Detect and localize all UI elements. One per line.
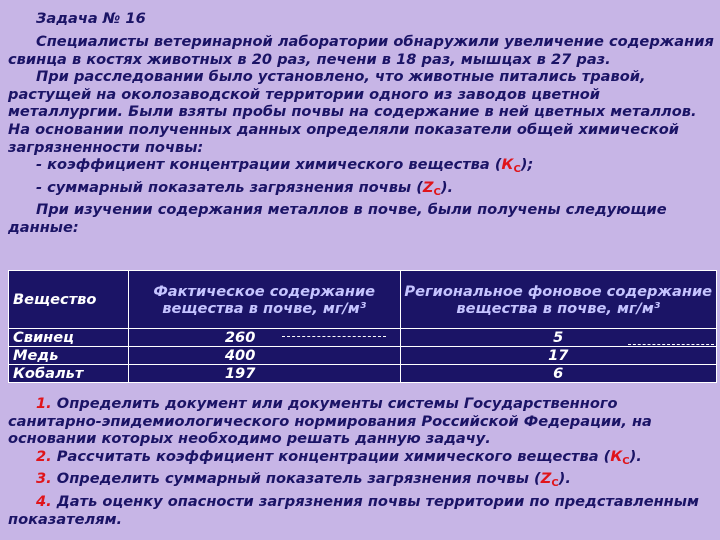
task-text: Определить суммарный показатель загрязнения почвы ( — [51, 470, 541, 488]
dashed-divider — [282, 336, 386, 337]
bullet-total-index — [8, 179, 716, 202]
task-list — [8, 395, 716, 528]
task-text: Дать оценку опасности загрязнения почвы территории по представленным показателям. — [8, 492, 699, 528]
kc-symbol: К — [610, 447, 623, 465]
task-number: 3. — [36, 470, 52, 488]
zc-subscript: С — [551, 478, 559, 490]
intro-paragraph-1: Специалисты ветеринарной лаборатории обнаружили увеличение содержания свинца в костях животных в 20 раз, печени в 18 раз, мышцах в 27 раз. — [8, 33, 714, 68]
task-number: 4. — [36, 492, 52, 510]
cell-actual: 260 — [128, 329, 400, 347]
task-text-end: ). — [629, 447, 642, 465]
dashed-divider — [628, 344, 714, 345]
task-item-1 — [8, 395, 716, 448]
kc-subscript: С — [622, 455, 630, 467]
bullet-2-text: - суммарный показатель загрязнения почвы ( — [36, 178, 423, 196]
task-item-3 — [8, 470, 716, 493]
intro-paragraph-2: При расследовании было установлено, что животные питались травой, растущей на околозаводской территории одного из заводов цветной металлургии. Были взяты пробы почвы на содержание в ней цветных металлов. На основании полученных данных определяли показатели общей химической загрязненности почвы: — [8, 68, 697, 156]
bullet-1-text: - коэффициент концентрации химического вещества ( — [36, 156, 502, 174]
cell-background: 6 — [400, 365, 716, 383]
table-header-row — [9, 271, 717, 329]
cell-substance: Медь — [9, 347, 129, 365]
bullet-1-end: ); — [520, 156, 534, 174]
zc-symbol: Z — [540, 470, 552, 488]
header-actual-content: Фактическое содержание вещества в почве, мг/м³ — [128, 271, 400, 329]
table-row — [9, 347, 717, 365]
cell-actual: 197 — [128, 365, 400, 383]
bullet-concentration-coefficient — [8, 156, 716, 179]
cell-background: 5 — [400, 329, 716, 347]
task-text: Определить документ или документы системы Государственного санитарно-эпидемиологического нормирования Российской Федерации, на основании которых необходимо решать данную задачу. — [8, 395, 652, 448]
cell-substance: Свинец — [9, 329, 129, 347]
task-item-4 — [8, 493, 716, 528]
table-row — [9, 365, 717, 383]
kc-subscript: С — [513, 164, 521, 176]
bullet-2-end: ). — [440, 178, 454, 196]
table-row — [9, 329, 717, 347]
task-item-2 — [8, 448, 716, 471]
header-substance: Вещество — [9, 271, 129, 329]
zc-subscript: С — [433, 186, 441, 198]
task-title: Задача № 16 — [36, 10, 146, 27]
problem-statement — [8, 33, 716, 237]
zc-symbol: Z — [422, 178, 434, 196]
task-number: 2. — [36, 447, 52, 465]
cell-substance: Кобальт — [9, 365, 129, 383]
cell-actual: 400 — [128, 347, 400, 365]
intro-paragraph-3: При изучении содержания металлов в почве, были получены следующие данные: — [8, 201, 667, 236]
kc-symbol: К — [501, 156, 514, 174]
task-text-end: ). — [558, 470, 571, 488]
task-text: Рассчитать коэффициент концентрации химического вещества ( — [51, 447, 611, 465]
header-background-content: Региональное фоновое содержание вещества в почве, мг/м³ — [400, 271, 716, 329]
cell-background: 17 — [400, 347, 716, 365]
task-number: 1. — [36, 395, 52, 412]
data-table — [8, 270, 717, 383]
